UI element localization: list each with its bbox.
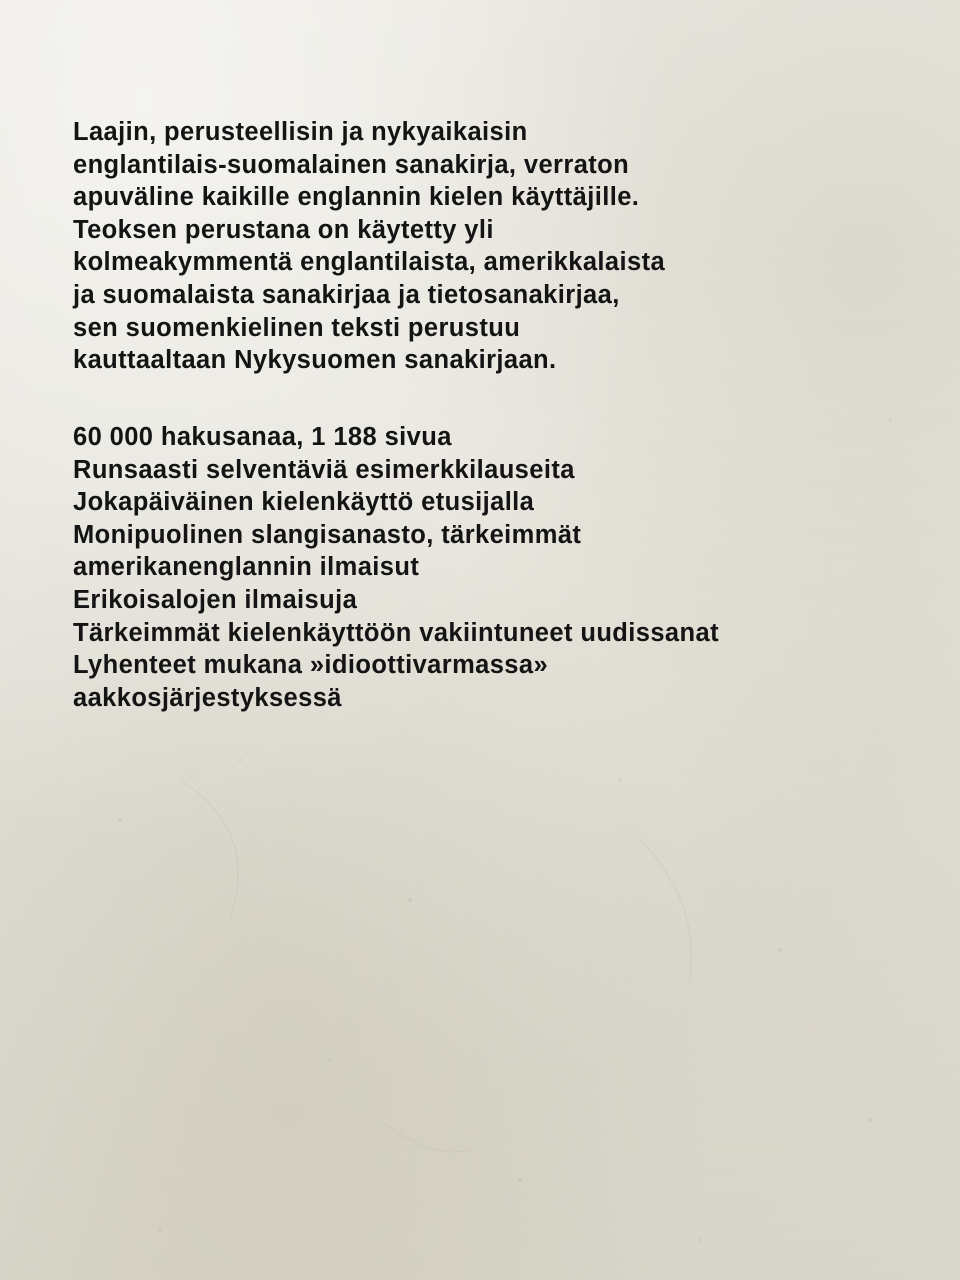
feature-line: Tärkeimmät kielenkäyttöön vakiintuneet uudissanat bbox=[73, 618, 719, 647]
feature-line: Monipuolinen slangisanasto, tärkeimmät bbox=[73, 520, 582, 549]
description-line: englantilais-suomalainen sanakirja, verraton bbox=[73, 150, 630, 179]
feature-line: Runsaasti selventäviä esimerkkilauseita bbox=[73, 455, 575, 484]
feature-list bbox=[73, 421, 719, 714]
feature-line: aakkosjärjestyksessä bbox=[73, 683, 342, 712]
feature-line: Jokapäiväinen kielenkäyttö etusijalla bbox=[73, 488, 535, 517]
description-line: kauttaaltaan Nykysuomen sanakirjaan. bbox=[73, 346, 557, 375]
description-paragraph bbox=[73, 116, 665, 377]
feature-line: Erikoisalojen ilmaisuja bbox=[73, 585, 358, 614]
description-line: ja suomalaista sanakirjaa ja tietosanakirjaa, bbox=[73, 280, 620, 309]
feature-line: Lyhenteet mukana »idioottivarmassa» bbox=[73, 651, 549, 680]
description-line: kolmeakymmentä englantilaista, amerikkalaista bbox=[73, 248, 666, 277]
description-line: apuväline kaikille englannin kielen käyttäjille. bbox=[73, 183, 640, 212]
feature-line: amerikanenglannin ilmaisut bbox=[73, 553, 420, 582]
description-line: Laajin, perusteellisin ja nykyaikaisin bbox=[73, 118, 528, 146]
description-line: Teoksen perustana on käytetty yli bbox=[73, 215, 494, 244]
description-line: sen suomenkielinen teksti perustuu bbox=[73, 313, 521, 342]
feature-line: 60 000 hakusanaa, 1 188 sivua bbox=[73, 423, 452, 451]
